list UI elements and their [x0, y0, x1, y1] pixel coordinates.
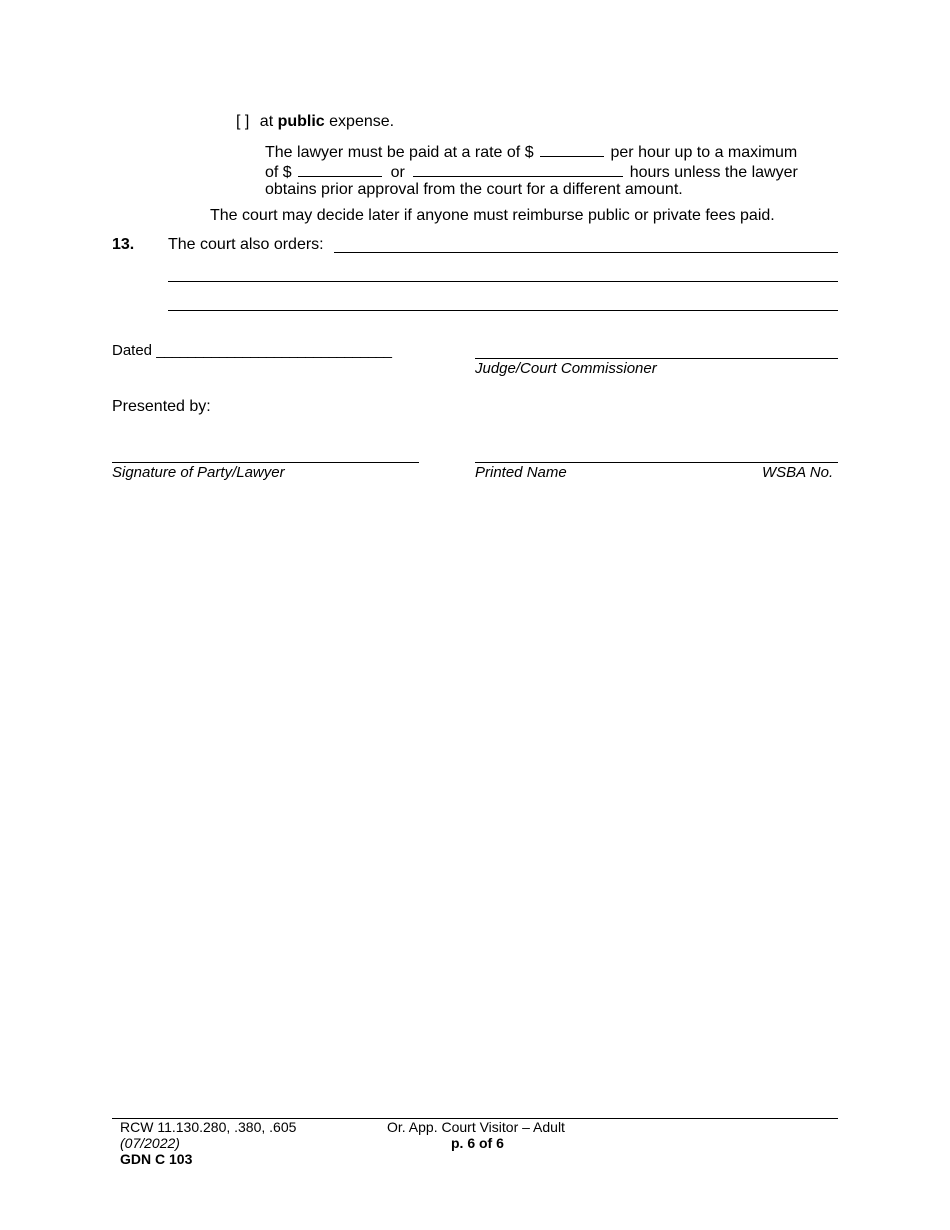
hours-text: hours unless the lawyer — [629, 164, 798, 181]
printed-name-label: Printed Name — [475, 464, 567, 481]
reimburse-note: The court may decide later if anyone must reimburse public or private fees paid. — [210, 207, 775, 224]
or-label: or — [390, 164, 405, 181]
footer-date: (07/2022) — [120, 1135, 180, 1151]
printed-name-line[interactable] — [475, 462, 838, 463]
rate-text-a: The lawyer must be paid at a rate of $ — [265, 144, 534, 161]
other-orders-line-1[interactable] — [334, 252, 838, 253]
public-expense-prefix: at — [259, 113, 274, 130]
other-orders-line-2[interactable] — [168, 281, 838, 282]
party-signature-label: Signature of Party/Lawyer — [112, 464, 285, 481]
footer-title: Or. App. Court Visitor – Adult — [387, 1119, 565, 1135]
max-amount-label: of $ — [265, 164, 292, 181]
public-expense-bold: public — [277, 113, 325, 130]
rate-line-1 — [265, 141, 797, 162]
party-signature-line[interactable] — [112, 462, 419, 463]
rate-line-3: obtains prior approval from the court for a different amount. — [265, 181, 683, 198]
other-orders-line-3[interactable] — [168, 310, 838, 311]
footer-rcw: RCW 11.130.280, .380, .605 — [120, 1119, 297, 1135]
rate-text-b: per hour up to a maximum — [610, 144, 798, 161]
dated-row — [112, 342, 391, 360]
dated-label: Dated — [112, 342, 153, 359]
max-amount-blank[interactable] — [298, 161, 382, 177]
section-13-number: 13. — [112, 236, 135, 253]
rate-line-2 — [265, 161, 798, 182]
public-expense-suffix: expense. — [329, 113, 395, 130]
footer-form-id: GDN C 103 — [120, 1151, 193, 1167]
hourly-rate-blank[interactable] — [540, 141, 604, 157]
judge-label: Judge/Court Commissioner — [475, 360, 657, 377]
judge-signature-line[interactable] — [475, 358, 838, 359]
max-hours-blank[interactable] — [413, 161, 623, 177]
footer-page-number: p. 6 of 6 — [451, 1135, 504, 1151]
public-expense-option — [236, 112, 394, 131]
presented-by-label: Presented by: — [112, 398, 211, 415]
section-13-label: The court also orders: — [168, 236, 324, 253]
wsba-label: WSBA No. — [762, 464, 834, 481]
dated-blank[interactable]: ______________________________ — [156, 342, 392, 359]
public-expense-checkbox[interactable]: [ ] — [236, 113, 250, 130]
